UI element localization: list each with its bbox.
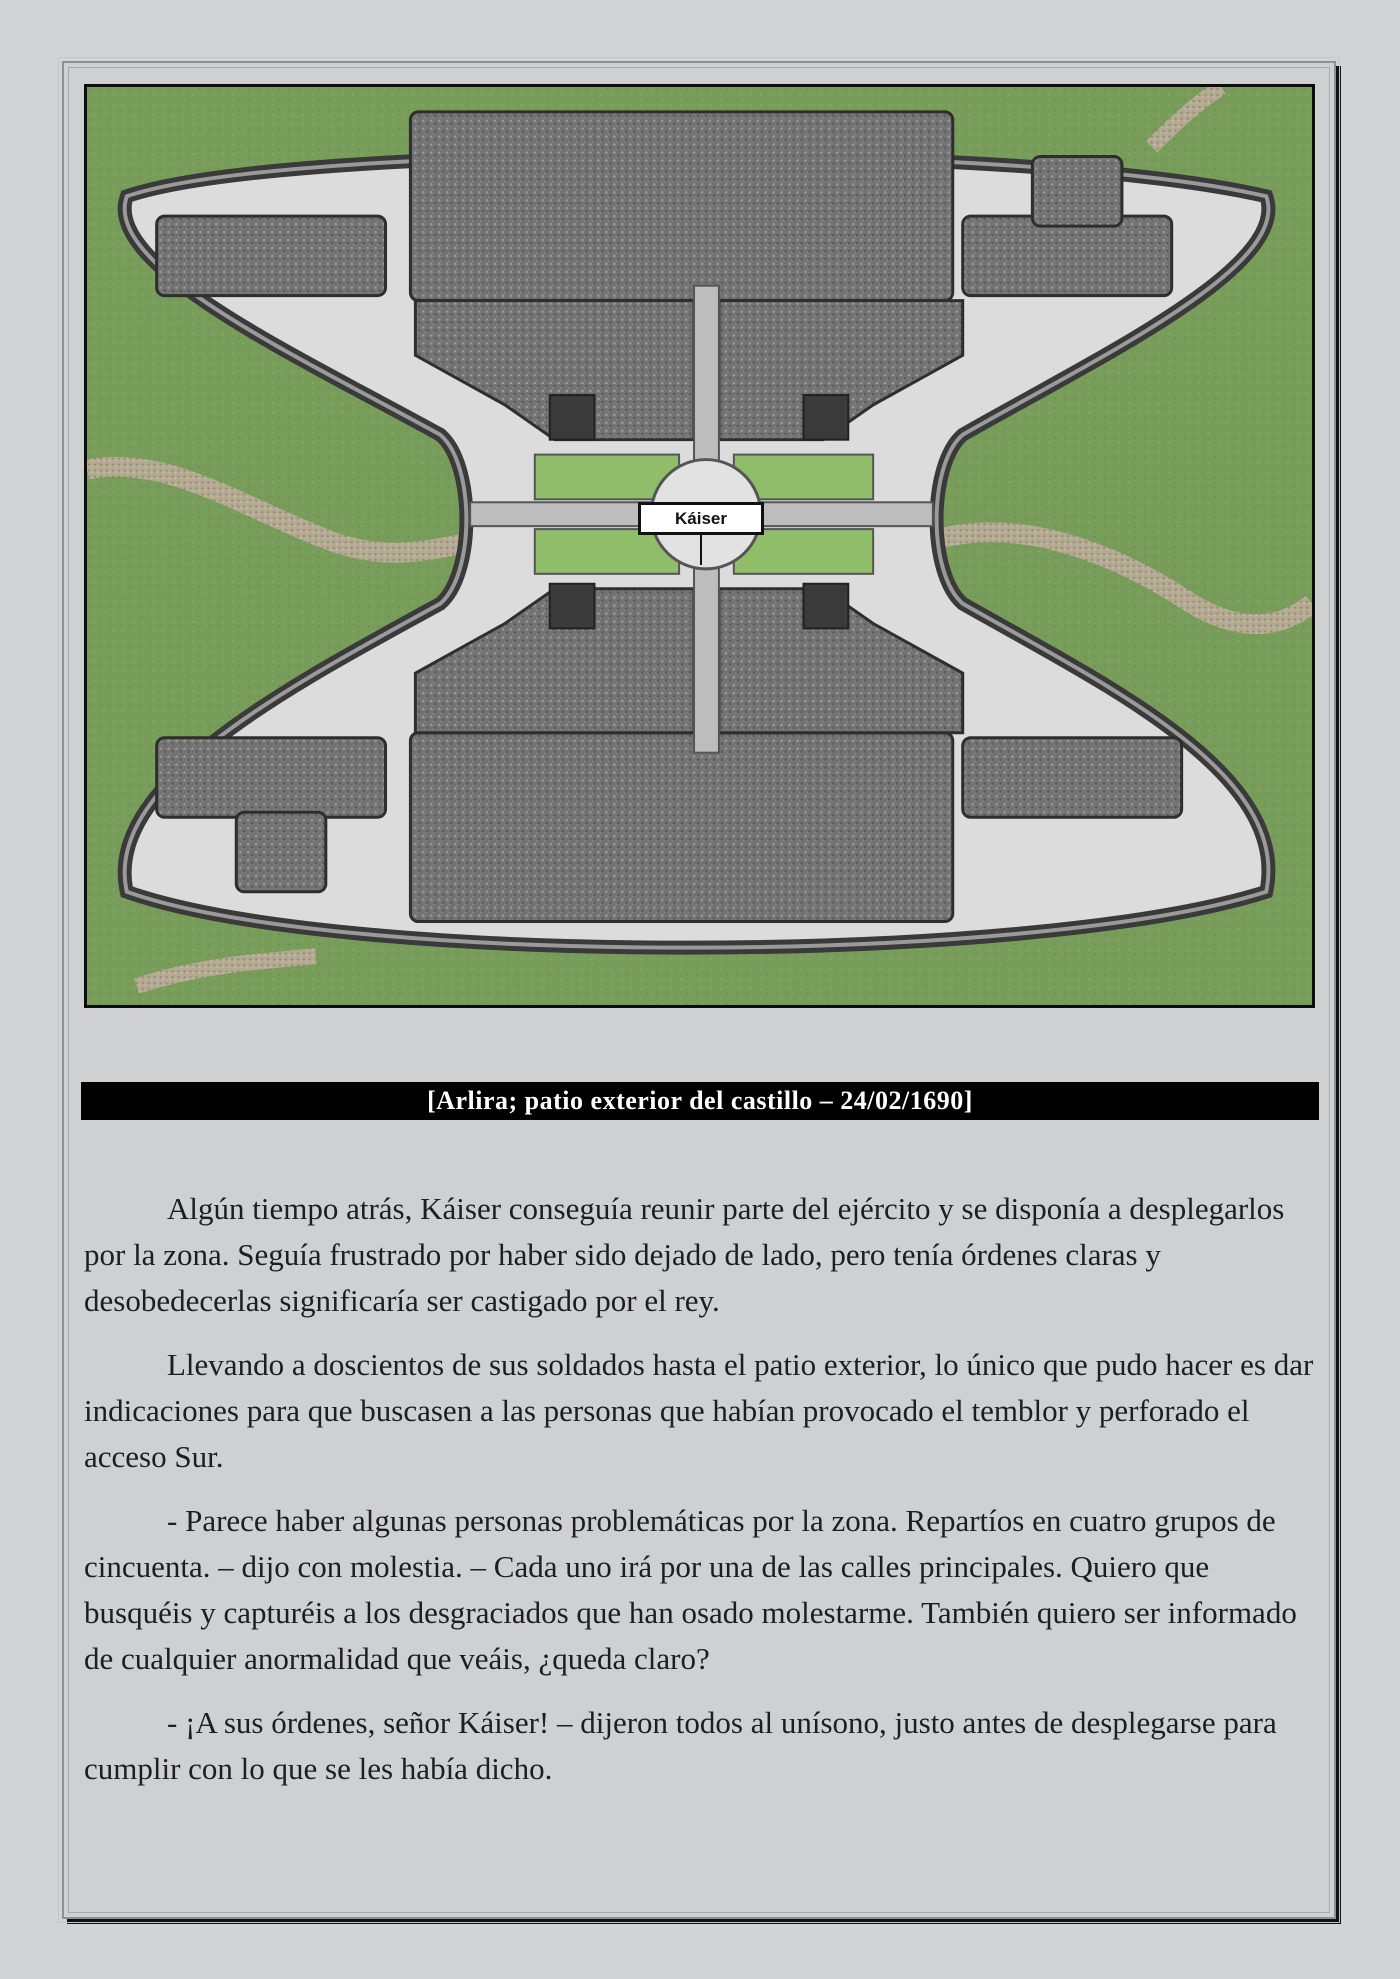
tower-nw [550, 395, 595, 440]
building-block-ne-small [1032, 157, 1122, 227]
building-block-nw [157, 216, 386, 295]
building-block-south [410, 733, 952, 922]
paragraph: - Parece haber algunas personas problemáticas por la zona. Repartíos en cuatro grupos de cincuenta. – dijo con molestia. – Cada uno irá por una de las calles principales. Quiero que busquéis y capturéis a los desgraciados que han osado molestarme. También quiero ser informado de cualquier anormalidad que veáis, ¿queda claro? [84, 1503, 1297, 1676]
tower-sw [550, 584, 595, 629]
scene-header: [Arlira; patio exterior del castillo – 24/02/1690] [81, 1082, 1319, 1120]
tower-ne [803, 395, 848, 440]
map-label-kaiser: Káiser [638, 502, 764, 535]
paragraph: Llevando a doscientos de sus soldados hasta el patio exterior, lo único que pudo hacer es dar indicaciones para que buscasen a las personas que habían provocado el temblor y perforado el acceso Sur. [84, 1347, 1314, 1474]
building-block-ne [963, 216, 1172, 295]
paragraph: - ¡A sus órdenes, señor Káiser! – dijeron todos al unísono, justo antes de desplegarse para cumplir con lo que se les había dicho. [84, 1705, 1277, 1786]
map-label-pointer [700, 535, 702, 565]
story-text [84, 1186, 1320, 1810]
building-block-north [410, 112, 952, 301]
tower-se [803, 584, 848, 629]
paragraph: Algún tiempo atrás, Káiser conseguía reunir parte del ejército y se disponía a desplegarlos por la zona. Seguía frustrado por haber sido dejado de lado, pero tenía órdenes claras y desobedecerlas significaría ser castigado por el rey. [84, 1191, 1285, 1318]
building-block-sw [157, 738, 386, 817]
building-block-se [963, 738, 1182, 817]
building-block-sw-small [236, 812, 326, 891]
